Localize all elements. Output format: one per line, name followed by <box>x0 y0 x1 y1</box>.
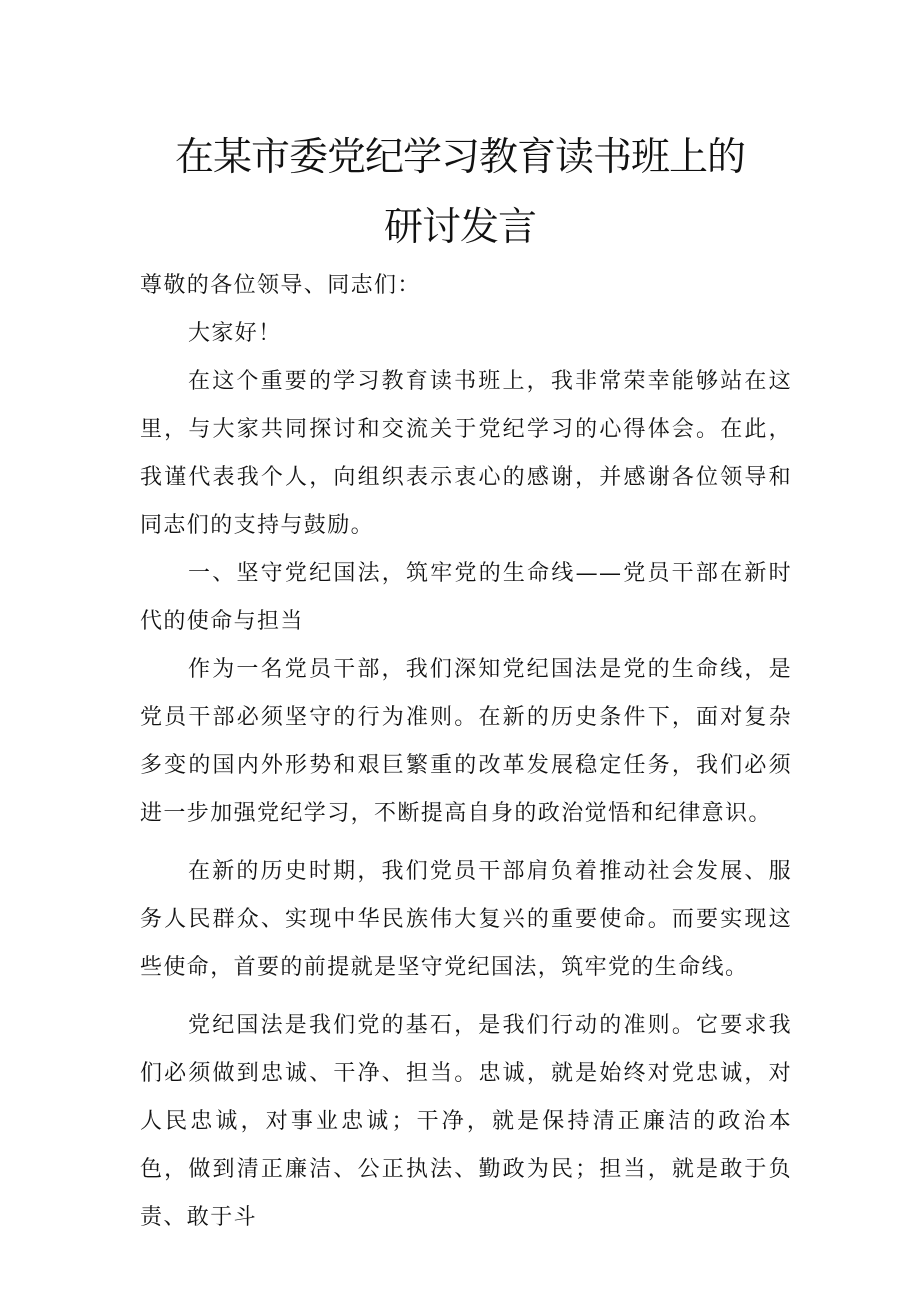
greeting: 大家好！ <box>188 321 282 346</box>
paragraph-body-3: 党纪国法是我们党的基石，是我们行动的准则。它要求我们必须做到忠诚、干净、担当。忠诚，就是始终对党忠诚，对人民忠诚，对事业忠诚；干净，就是保持清正廉洁的政治本色，做到清正廉洁、公正执法、勤政为民；担当，就是敢于负责、敢于斗 <box>140 1013 792 1230</box>
paragraph-body-2: 在新的历史时期，我们党员干部肩负着推动社会发展、服务人民群众、实现中华民族伟大复兴的重要使命。而要实现这些使命，首要的前提就是坚守党纪国法，筑牢党的生命线。 <box>140 859 792 980</box>
document-body <box>140 262 792 1242</box>
salutation: 尊敬的各位领导、同志们： <box>140 273 421 298</box>
paragraph-body-1: 作为一名党员干部，我们深知党纪国法是党的生命线，是党员干部必须坚守的行为准则。在新的历史条件下，面对复杂多变的国内外形势和艰巨繁重的改革发展稳定任务，我们必须进一步加强党纪学习，不断提高自身的政治觉悟和纪律意识。 <box>140 657 792 826</box>
document-title-line-2: 研讨发言 <box>383 205 536 250</box>
section-heading-1: 一、坚守党纪国法，筑牢党的生命线——党员干部在新时代的使命与担当 <box>140 561 792 634</box>
document-title-line-1: 在某市委党纪学习教育读书班上的 <box>174 135 745 180</box>
paragraph-intro: 在这个重要的学习教育读书班上，我非常荣幸能够站在这里，与大家共同探讨和交流关于党纪学习的心得体会。在此，我谨代表我个人，向组织表示衷心的感谢，并感谢各位领导和同志们的支持与鼓励。 <box>140 369 792 538</box>
